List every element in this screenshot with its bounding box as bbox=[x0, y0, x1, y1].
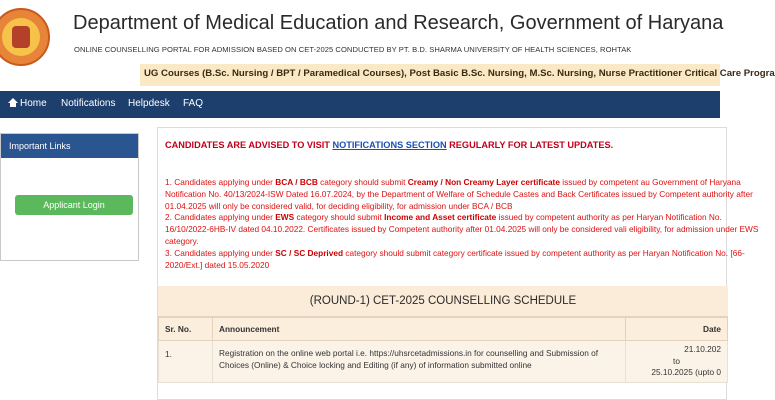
note-text: category should submit bbox=[294, 212, 385, 223]
advisory-notice bbox=[165, 140, 613, 150]
note-keyword: EWS bbox=[275, 212, 295, 223]
date-line: 21.10.202 bbox=[684, 344, 721, 354]
schedule-title: (ROUND-1) CET-2025 COUNSELLING SCHEDULE bbox=[158, 286, 728, 317]
note-text: issued by competent authority as per Haryan Notification No. 16/10/2022-6HB-IV dated 04.10.2022. Certificates issued by Competent authority after 01.04.2025 will only be considered vali eligibility, for admission under EWS category. bbox=[165, 212, 759, 246]
note-text: issued by competent au Government of Haryana Notification No. 40/13/2024-ISW Dated 16.07.2024, by the Department of Welfare of Schedule Castes and Back Certificates issued by Competent authority after 01.04.2025 will only be considered valid, for deciding eligibility, for admission under BCA / BCB bbox=[165, 177, 753, 211]
announcement-cell: Registration on the online web portal i.e. https://uhsrcetadmissions.in for counselling and Submission of Choices (Online) & Choice locking and Editing (if any) of information submitted online bbox=[213, 341, 626, 383]
courses-text: UG Courses (B.Sc. Nursing / BPT / Paramedical Courses), Post Basic B.Sc. Nursing, M.Sc. Nursing, Nurse Practitioner Critical Care Progra bbox=[144, 68, 775, 79]
main-navbar bbox=[0, 91, 720, 118]
table-header-row bbox=[159, 318, 728, 341]
note-2 bbox=[165, 212, 765, 247]
counselling-schedule bbox=[158, 286, 728, 383]
date-cell bbox=[626, 341, 728, 383]
column-header: Date bbox=[626, 318, 728, 341]
note-1 bbox=[165, 177, 765, 212]
panel-heading bbox=[1, 134, 138, 158]
notifications-section-link[interactable]: NOTIFICATIONS SECTION bbox=[332, 140, 447, 150]
department-title: Department of Medical Education and Research, Government of Haryana bbox=[73, 12, 724, 34]
nav-home[interactable] bbox=[8, 98, 47, 109]
note-text: 1. Candidates applying under bbox=[165, 177, 276, 187]
note-text: category should submit bbox=[317, 177, 408, 187]
note-text: 2. Candidates applying under bbox=[165, 212, 276, 223]
home-icon bbox=[8, 98, 18, 107]
advisory-suffix: REGULARLY FOR LATEST UPDATES. bbox=[446, 140, 614, 150]
note-keyword: Income and Asset certificate bbox=[384, 212, 497, 223]
state-emblem-icon bbox=[0, 8, 50, 66]
site-header bbox=[0, 0, 775, 90]
sr-cell: 1. bbox=[159, 341, 213, 383]
table-row bbox=[159, 341, 728, 383]
date-line: to bbox=[673, 355, 680, 366]
courses-marquee bbox=[140, 64, 775, 86]
nav-home-label: Home bbox=[20, 98, 47, 109]
note-text: 3. Candidates applying under bbox=[165, 247, 276, 258]
column-header: Announcement bbox=[213, 318, 626, 341]
eligibility-notes bbox=[165, 177, 765, 271]
advisory-prefix: CANDIDATES ARE ADVISED TO VISIT bbox=[165, 140, 333, 150]
note-text: category should submit category certificate issued by competent authority as per Haryan Notification No. [66-2020/Ext.] dated 15.05.2020 bbox=[165, 247, 745, 270]
column-header: Sr. No. bbox=[159, 318, 213, 341]
portal-subtitle: ONLINE COUNSELLING PORTAL FOR ADMISSION BASED ON CET-2025 CONDUCTED BY PT. B.D. SHARMA UNIVERSITY OF HEALTH SCIENCES, ROHTAK bbox=[74, 45, 632, 54]
note-keyword: BCA / BCB bbox=[275, 177, 318, 187]
panel-title: Important Links bbox=[9, 141, 71, 151]
main-content bbox=[157, 127, 759, 400]
nav-faq[interactable]: FAQ bbox=[183, 98, 204, 109]
note-keyword: Creamy / Non Creamy Layer certificate bbox=[407, 177, 560, 187]
applicant-login-button[interactable]: Applicant Login bbox=[15, 195, 133, 215]
schedule-table bbox=[158, 317, 728, 383]
nav-helpdesk[interactable]: Helpdesk bbox=[128, 98, 170, 109]
nav-notifications[interactable]: Notifications bbox=[61, 98, 116, 109]
note-keyword: SC / SC Deprived bbox=[275, 247, 344, 258]
important-links-panel bbox=[0, 133, 139, 261]
date-line: 25.10.2025 (upto 0 bbox=[651, 367, 721, 377]
note-3 bbox=[165, 248, 765, 272]
